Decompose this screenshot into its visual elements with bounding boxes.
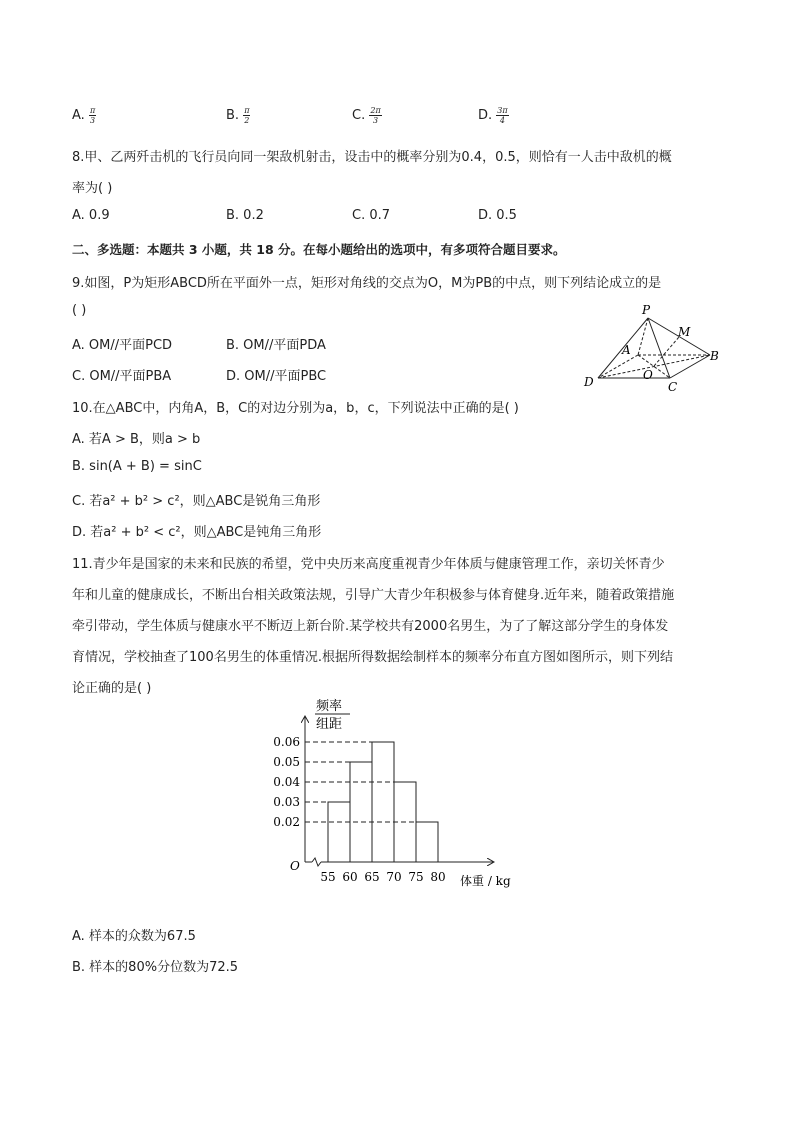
x-tick-label: 65 bbox=[364, 870, 380, 884]
histogram-bar bbox=[416, 822, 438, 862]
q11-stem-line1: 11.青少年是国家的未来和民族的希望，党中央历来高度重视青少年体质与健康管理工作，亲切关怀青少 bbox=[72, 557, 665, 572]
x-axis-label: 体重 / kg bbox=[460, 874, 511, 888]
q11-stem-line5: 论正确的是( ) bbox=[72, 681, 152, 696]
q7-option-a[interactable]: A. $\frac{\pi}{3}$ bbox=[72, 106, 96, 125]
q8-option-b[interactable]: B. 0.2 bbox=[226, 208, 264, 223]
histogram-bar bbox=[372, 742, 394, 862]
q9-option-d[interactable]: D. OM//平面PBC bbox=[226, 369, 327, 384]
q7-option-d[interactable]: D. $\frac{3\pi}{4}$ bbox=[478, 106, 508, 125]
q11-stem-line3: 牵引带动，学生体质与健康水平不断迈上新台阶.某学校共有2000名男生，为了了解这部分学生的身体发 bbox=[72, 619, 669, 634]
q8-stem-line2: 率为( ) bbox=[72, 181, 113, 196]
origin-label: O bbox=[290, 859, 300, 873]
x-tick-label: 60 bbox=[342, 870, 358, 884]
q8-option-d[interactable]: D. 0.5 bbox=[478, 208, 517, 223]
label-m: M bbox=[678, 325, 691, 339]
q8-stem-line1: 8.甲、乙两歼击机的飞行员向同一架敌机射击，设击中的概率分别为0.4，0.5，则恰有一人击中敌机的概 bbox=[72, 150, 672, 165]
axis-break bbox=[312, 858, 321, 866]
q11-option-b[interactable]: B. 样本的80%分位数为72.5 bbox=[72, 960, 239, 975]
y-axis-label-top: 频率 bbox=[316, 699, 343, 714]
q10-option-d[interactable]: D. 若a² + b² < c²，则△ABC是钝角三角形 bbox=[72, 525, 322, 540]
section-heading: 二、多选题：本题共 3 小题，共 18 分。在每小题给出的选项中，有多项符合题目要求。 bbox=[72, 242, 566, 257]
q9-option-a[interactable]: A. OM//平面PCD bbox=[72, 338, 173, 353]
y-tick-label: 0.04 bbox=[273, 775, 300, 789]
y-tick-label: 0.03 bbox=[273, 795, 300, 809]
frequency-histogram bbox=[260, 695, 530, 895]
label-p: P bbox=[642, 303, 651, 317]
x-tick-label: 75 bbox=[408, 870, 424, 884]
q9-option-c[interactable]: C. OM//平面PBA bbox=[72, 369, 172, 384]
y-tick-label: 0.05 bbox=[273, 755, 300, 769]
q7-option-c[interactable]: C. $\frac{2\pi}{3}$ bbox=[352, 106, 381, 125]
y-tick-label: 0.06 bbox=[273, 735, 300, 749]
label-c: C bbox=[668, 380, 678, 394]
histogram-bar bbox=[350, 762, 372, 862]
q9-stem-line1: 9.如图，P为矩形ABCD所在平面外一点，矩形对角线的交点为O，M为PB的中点，则下列结论成立的是 bbox=[72, 276, 662, 291]
y-tick-label: 0.02 bbox=[273, 815, 300, 829]
q10-stem: 10.在△ABC中，内角A，B，C的对边分别为a，b，c，下列说法中正确的是( ) bbox=[72, 401, 519, 416]
label-b: B bbox=[710, 349, 719, 363]
label-o: O bbox=[643, 368, 653, 382]
y-axis-label-bottom: 组距 bbox=[316, 717, 343, 732]
q9-stem-line2: ( ) bbox=[72, 303, 87, 318]
q8-option-a[interactable]: A. 0.9 bbox=[72, 208, 110, 223]
q10-option-b[interactable]: B. sin(A + B) = sinC bbox=[72, 459, 202, 474]
q8-option-c[interactable]: C. 0.7 bbox=[352, 208, 391, 223]
pyramid-figure bbox=[580, 300, 730, 395]
x-tick-label: 80 bbox=[430, 870, 446, 884]
histogram-bar bbox=[328, 802, 350, 862]
x-tick-label: 55 bbox=[320, 870, 336, 884]
q11-stem-line4: 育情况，学校抽查了100名男生的体重情况.根据所得数据绘制样本的频率分布直方图如图所示，则下列结 bbox=[72, 650, 673, 665]
q9-option-b[interactable]: B. OM//平面PDA bbox=[226, 338, 326, 353]
x-tick-label: 70 bbox=[386, 870, 402, 884]
q10-option-a[interactable]: A. 若A > B，则a > b bbox=[72, 432, 201, 447]
q11-option-a[interactable]: A. 样本的众数为67.5 bbox=[72, 929, 196, 944]
q7-option-b[interactable]: B. $\frac{\pi}{2}$ bbox=[226, 106, 250, 125]
q10-option-c[interactable]: C. 若a² + b² > c²，则△ABC是锐角三角形 bbox=[72, 494, 321, 509]
q11-stem-line2: 年和儿童的健康成长，不断出台相关政策法规，引导广大青少年积极参与体育健身.近年来，随着政策措施 bbox=[72, 588, 675, 603]
label-d: D bbox=[584, 375, 594, 389]
label-a: A bbox=[622, 343, 631, 357]
